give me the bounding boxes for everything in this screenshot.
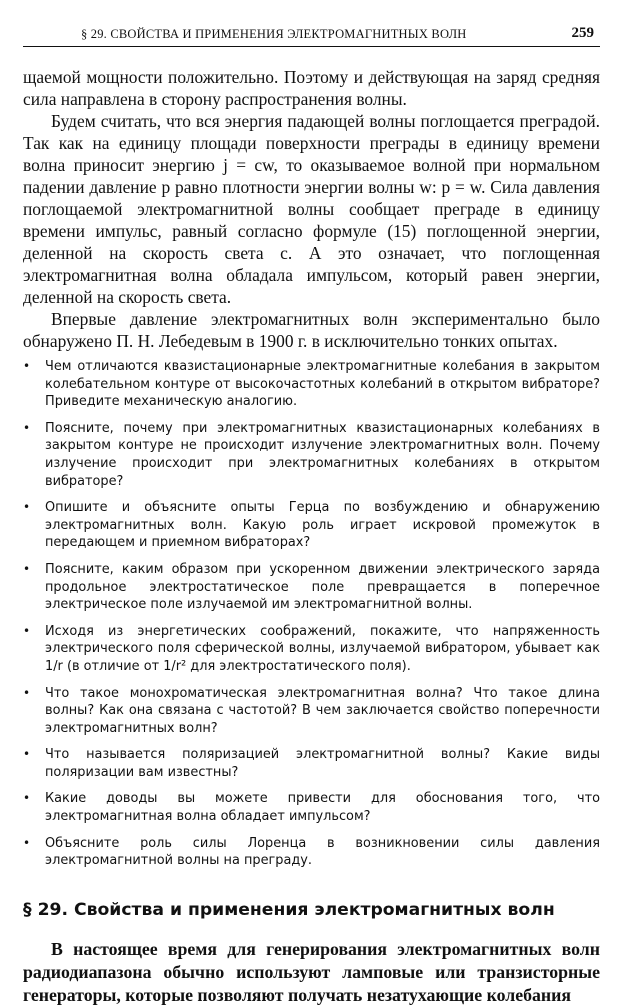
header-rule <box>23 46 600 47</box>
bullet-icon: • <box>23 747 31 762</box>
review-questions <box>23 358 600 870</box>
bullet-icon: • <box>23 791 31 806</box>
question-text: Поясните, почему при электромагнитных квазистационарных колебаниях в закрытом контуре не происходит излучение электромагнитных волн. Почему излучение происходит при электромагнитных колебаниях в открытом вибраторе? <box>45 420 600 489</box>
question-text: Что называется поляризацией электромагнитной волны? Какие виды поляризации вам известны? <box>45 747 600 780</box>
bullet-icon: • <box>23 500 31 515</box>
question-item <box>23 685 600 738</box>
section-heading: § 29. Свойства и применения электромагнитных волн <box>23 899 555 920</box>
running-header-title: § 29. СВОЙСТВА И ПРИМЕНЕНИЯ ЭЛЕКТРОМАГНИТНЫХ ВОЛН <box>81 27 467 41</box>
question-text: Какие доводы вы можете привести для обоснования того, что электромагнитная волна обладает импульсом? <box>45 791 600 825</box>
question-item <box>23 623 600 676</box>
bullet-icon: • <box>23 561 31 576</box>
question-item <box>23 835 600 870</box>
paragraph-continuation: щаемой мощности положительно. Поэтому и действующая на заряд средняя сила направлена в сторону распространения волны. <box>23 67 600 109</box>
bullet-icon: • <box>23 835 31 850</box>
question-item <box>23 561 600 614</box>
question-text: Что такое монохроматическая электромагнитная волна? Что такое длина волны? Как она связана с частотой? В чем заключается свойство поперечности электромагнитных волн? <box>45 685 600 736</box>
question-item <box>23 790 600 825</box>
bullet-icon: • <box>23 685 31 700</box>
bullet-icon: • <box>23 623 31 638</box>
question-item <box>23 358 600 411</box>
question-text: Поясните, каким образом при ускоренном движении электрического заряда продольное электростатическое поле превращается в поперечное электрическое поле излучаемой им электромагнитной волны. <box>45 561 600 613</box>
page-number: 259 <box>571 25 594 41</box>
question-text: Опишите и объясните опыты Герца по возбуждению и обнаружению электромагнитных волн. Какую роль играет искровой промежуток в передающем и приемном вибраторах? <box>45 500 600 551</box>
question-item <box>23 420 600 490</box>
question-text: Объясните роль силы Лоренца в возникновении силы давления электромагнитной волны на преграду. <box>45 835 600 869</box>
question-item <box>23 746 600 781</box>
question-item <box>23 499 600 552</box>
question-text: Чем отличаются квазистационарные электромагнитные колебания в закрытом колебательном контуре от высокочастотных колебаний в открытом вибраторе? Приведите механическую аналогию. <box>45 359 600 410</box>
running-header <box>23 0 600 44</box>
paragraph-radiation-pressure: Будем считать, что вся энергия падающей волны поглощается преградой. Так как на единицу площади поверхности преграды в единицу времени волна приносит энергию j = cw, то оказываемое волной при нормальном падении давление p равно плотности энергии волны w: p = w. Сила давления поглощаемой электромагнитной волны сообщает преграде в единицу времени импульс, равный согласно формуле (15) поглощенной энергии, деленной на скорость света c. А это означает, что поглощенная электромагнитная волна обладала импульсом, который равен энергии, деленной на скорость света. <box>23 111 600 307</box>
bullet-icon: • <box>23 359 31 373</box>
paragraph-section-intro: В настоящее время для генерирования электромагнитных волн радиодиапазона обычно используют ламповые или транзисторные генераторы, которые позволяют получать незатухающие колебания <box>23 938 600 1005</box>
question-text: Исходя из энергетических соображений, покажите, что напряженность электрического поля сферической волны, излучаемой вибратором, убывает как 1/r (в отличие от 1/r² для электростатического поля). <box>45 623 600 674</box>
bullet-icon: • <box>23 420 31 435</box>
paragraph-lebedev: Впервые давление электромагнитных волн экспериментально было обнаружено П. Н. Лебедевым в 1900 г. в исключительно тонких опытах. <box>23 309 600 351</box>
